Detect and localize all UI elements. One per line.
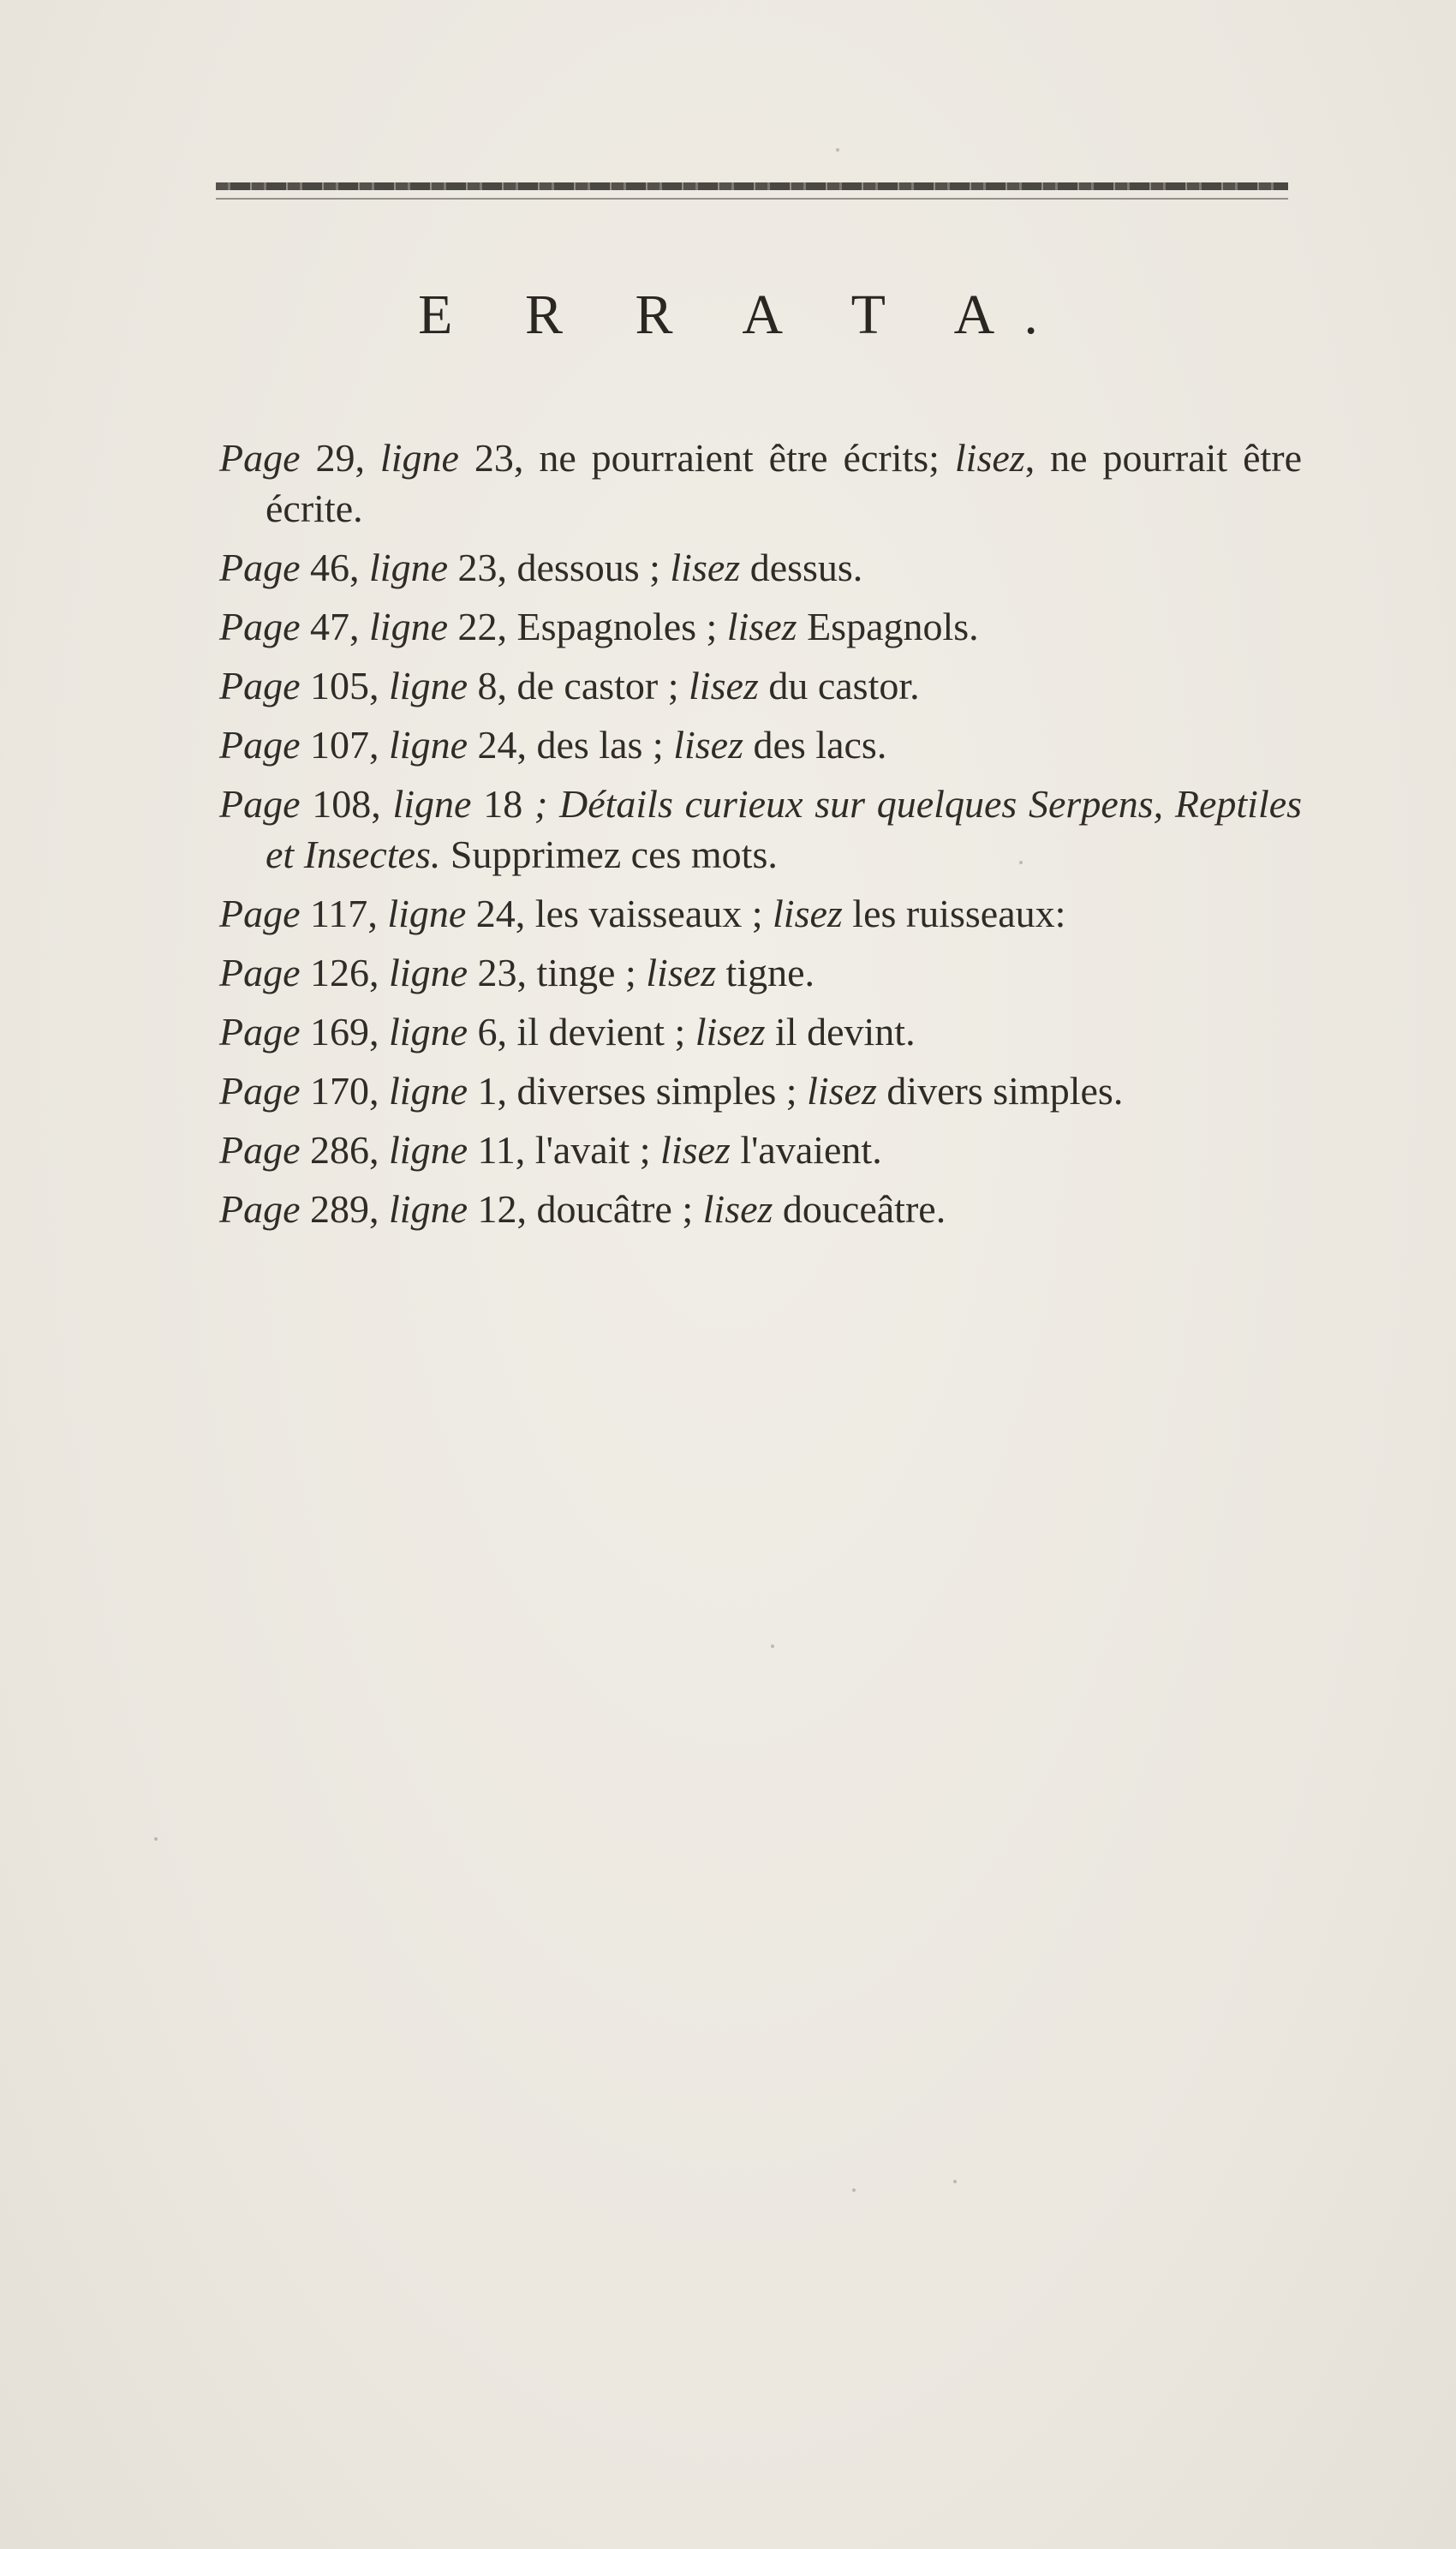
line-number: 12 <box>477 1187 517 1231</box>
line-number: 6 <box>477 1010 498 1054</box>
page-word: Page <box>219 1069 301 1113</box>
error-text: diverses simples <box>516 1069 777 1113</box>
error-text: dessous <box>516 546 640 589</box>
page-word: Page <box>219 1128 301 1172</box>
page-number: 47 <box>310 605 350 648</box>
ligne-word: ligne <box>369 546 448 589</box>
error-text: l'avait <box>534 1128 630 1172</box>
lisez-word: lisez <box>670 546 741 589</box>
top-ornament-rule <box>216 182 1288 190</box>
page-number: 289 <box>310 1187 370 1231</box>
page-word: Page <box>219 723 301 767</box>
ligne-word: ligne <box>389 1010 468 1054</box>
error-text: les vaisseaux <box>534 892 743 935</box>
line-number: 23 <box>457 546 498 589</box>
ligne-word: ligne <box>379 436 459 480</box>
top-thin-rule <box>216 198 1288 200</box>
error-text: il devient <box>516 1010 665 1054</box>
error-text: ne pourraient être écrits <box>539 436 929 480</box>
page-number: 117 <box>310 892 368 935</box>
correction-text: il devint. <box>775 1010 916 1054</box>
lisez-word: lisez <box>660 1128 731 1172</box>
correction-text: des lacs. <box>753 723 887 767</box>
errata-entry: Page 47, ligne 22, Espagnoles ; lisez Espagnols. <box>219 605 979 648</box>
ligne-word: ligne <box>387 892 467 935</box>
errata-entry: Page 169, ligne 6, il devient ; lisez il devint. <box>219 1010 916 1054</box>
error-text: Espagnoles <box>516 605 697 648</box>
correction-text: divers simples. <box>886 1069 1124 1113</box>
line-number: 18 <box>483 782 523 826</box>
line-number: 11 <box>477 1128 516 1172</box>
page-number: 105 <box>310 664 370 707</box>
errata-entry: Page 170, ligne 1, diverses simples ; lisez divers simples. <box>219 1069 1124 1113</box>
page-number: 107 <box>310 723 370 767</box>
page-number: 169 <box>310 1010 370 1054</box>
page-word: Page <box>219 1010 301 1054</box>
errata-entry: Page 105, ligne 8, de castor ; lisez du castor. <box>219 664 920 707</box>
paper-speck <box>836 148 839 152</box>
lisez-word: lisez <box>807 1069 877 1113</box>
correction-text: du castor. <box>768 664 920 707</box>
instruction-text: Supprimez ces mots. <box>450 833 778 876</box>
page-title: E R R A T A. <box>418 284 1067 346</box>
line-number: 22 <box>457 605 498 648</box>
italic-phrase: ; Détails curieux sur quelques Serpens, Reptiles et Insectes. <box>266 782 1303 876</box>
line-number: 24 <box>477 723 517 767</box>
page-word: Page <box>219 546 301 589</box>
lisez-word: lisez <box>646 951 717 994</box>
lisez-word: lisez <box>673 723 743 767</box>
page-word: Page <box>219 605 301 648</box>
ligne-word: ligne <box>389 723 468 767</box>
line-number: 23 <box>474 436 514 480</box>
lisez-word: lisez <box>689 664 759 707</box>
correction-text: Espagnols. <box>807 605 979 648</box>
errata-entry: Page 108, ligne 18 ; Détails curieux sur quelques Serpens, Reptiles et Insectes. Supprimez ces mots. <box>219 782 1303 876</box>
page-number: 46 <box>310 546 350 589</box>
lisez-word: lisez <box>954 436 1025 480</box>
lisez-word: lisez <box>695 1010 766 1054</box>
error-text: des las <box>536 723 643 767</box>
errata-entry: Page 46, ligne 23, dessous ; lisez dessus. <box>219 546 863 589</box>
page-number: 170 <box>310 1069 370 1113</box>
errata-list <box>219 433 1302 1243</box>
correction-text: tigne. <box>725 951 815 994</box>
paper-speck <box>771 1645 774 1648</box>
errata-entry: Page 126, ligne 23, tinge ; lisez tigne. <box>219 951 815 994</box>
page-number: 286 <box>310 1128 370 1172</box>
line-number: 23 <box>477 951 517 994</box>
ligne-word: ligne <box>369 605 448 648</box>
paper-speck <box>953 2180 957 2183</box>
paper-speck <box>852 2188 856 2192</box>
page-word: Page <box>219 436 301 480</box>
line-number: 8 <box>477 664 498 707</box>
ligne-word: ligne <box>392 782 472 826</box>
page-word: Page <box>219 664 301 707</box>
errata-entry: Page 289, ligne 12, doucâtre ; lisez douceâtre. <box>219 1187 946 1231</box>
lisez-word: lisez <box>773 892 843 935</box>
paper-speck <box>1019 861 1023 864</box>
ligne-word: ligne <box>389 1128 468 1172</box>
errata-entry: Page 286, ligne 11, l'avait ; lisez l'avaient. <box>219 1128 882 1172</box>
ligne-word: ligne <box>389 951 468 994</box>
error-text: de castor <box>516 664 659 707</box>
lisez-word: lisez <box>726 605 797 648</box>
ligne-word: ligne <box>389 1069 468 1113</box>
error-text: doucâtre <box>536 1187 672 1231</box>
page-number: 126 <box>310 951 370 994</box>
page-number: 29 <box>315 436 355 480</box>
ligne-word: ligne <box>389 1187 468 1231</box>
page-word: Page <box>219 892 301 935</box>
page-word: Page <box>219 951 301 994</box>
correction-text: les ruisseaux: <box>852 892 1066 935</box>
errata-entry: Page 117, ligne 24, les vaisseaux ; lisez les ruisseaux: <box>219 892 1066 935</box>
correction-text: dessus. <box>749 546 863 589</box>
paper-speck <box>154 1837 158 1841</box>
error-text: tinge <box>536 951 616 994</box>
line-number: 1 <box>477 1069 498 1113</box>
page-word: Page <box>219 782 301 826</box>
correction-text: l'avaient. <box>740 1128 882 1172</box>
page-word: Page <box>219 1187 301 1231</box>
correction-text: douceâtre. <box>782 1187 946 1231</box>
page-number: 108 <box>312 782 372 826</box>
correction-text: ne pourrait être écrite. <box>266 436 1303 530</box>
errata-entry: Page 107, ligne 24, des las ; lisez des lacs. <box>219 723 887 767</box>
line-number: 24 <box>475 892 516 935</box>
ligne-word: ligne <box>389 664 468 707</box>
errata-entry: Page 29, ligne 23, ne pourraient être écrits; lisez, ne pourrait être écrite. <box>219 436 1303 530</box>
lisez-word: lisez <box>702 1187 773 1231</box>
